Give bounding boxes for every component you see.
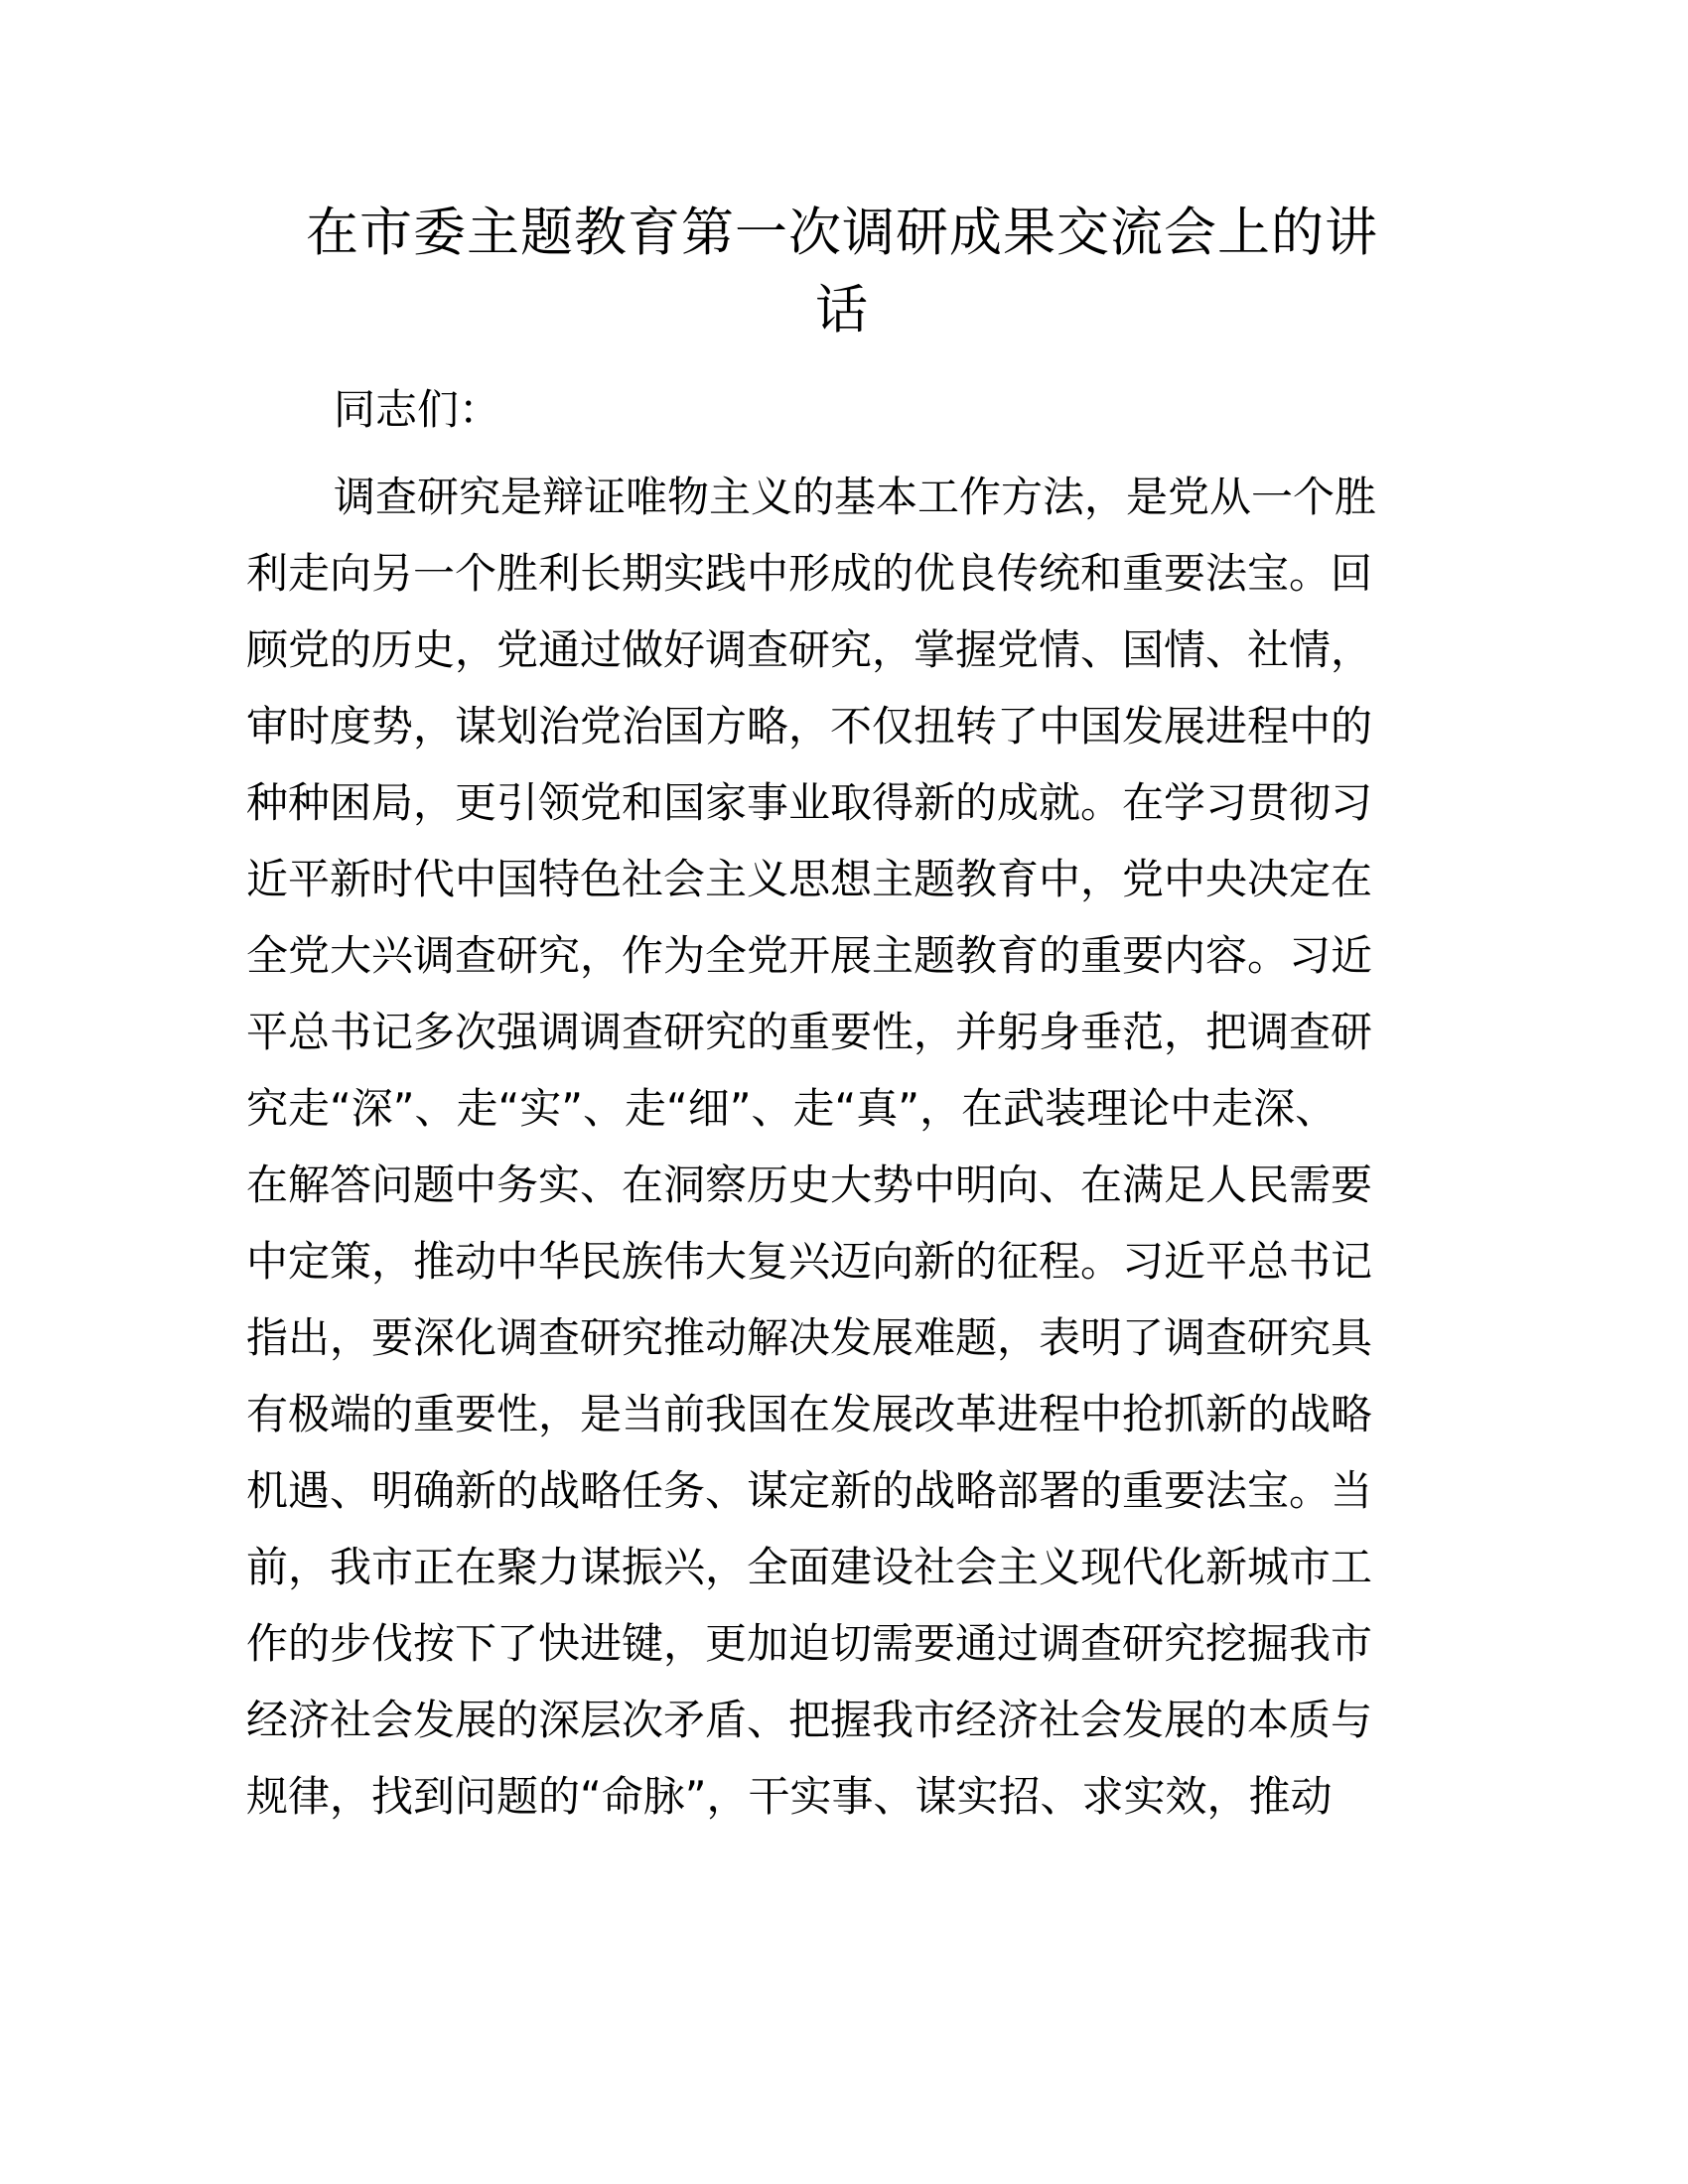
paragraph-line: 在解答问题中务实、在洞察历史大势中明向、在满足人民需要: [246, 1160, 1373, 1209]
paragraph-line: 规律，找到问题的“命脉”，干实事、谋实招、求实效，推动: [246, 1772, 1333, 1821]
paragraph-line: 有极端的重要性，是当前我国在发展改革进程中抢抓新的战略: [246, 1390, 1373, 1438]
paragraph-line: 全党大兴调查研究，作为全党开展主题教育的重要内容。习近: [246, 931, 1373, 980]
paragraph-line: 种种困局，更引领党和国家事业取得新的成就。在学习贯彻习: [246, 778, 1373, 827]
paragraph-line: 平总书记多次强调调查研究的重要性，并躬身垂范，把调查研: [246, 1008, 1373, 1056]
paragraph-line: 究走“深”、走“实”、走“细”、走“真”，在武装理论中走深、: [246, 1084, 1337, 1133]
paragraph-line: 指出，要深化调查研究推动解决发展难题，表明了调查研究具: [246, 1313, 1373, 1362]
paragraph-line: 经济社会发展的深层次矛盾、把握我市经济社会发展的本质与: [246, 1696, 1373, 1744]
document-title-line-2: 话: [815, 280, 869, 341]
salutation: 同志们：: [334, 385, 501, 434]
paragraph-line: 机遇、明确新的战略任务、谋定新的战略部署的重要法宝。当: [246, 1466, 1373, 1515]
paragraph-line: 近平新时代中国特色社会主义思想主题教育中，党中央决定在: [246, 855, 1373, 903]
document-title: [243, 195, 1441, 349]
paragraph-line: 顾党的历史，党通过做好调查研究，掌握党情、国情、社情，: [246, 625, 1373, 674]
document-title-line-1: 在市委主题教育第一次调研成果交流会上的讲: [306, 203, 1378, 263]
paragraph-line: 中定策，推动中华民族伟大复兴迈向新的征程。习近平总书记: [246, 1237, 1373, 1286]
paragraph-line: 作的步伐按下了快进键，更加迫切需要通过调查研究挖掘我市: [246, 1619, 1373, 1668]
paragraph-line: 调查研究是辩证唯物主义的基本工作方法，是党从一个胜: [334, 473, 1377, 521]
paragraph-line: 审时度势，谋划治党治国方略，不仅扭转了中国发展进程中的: [246, 702, 1373, 751]
paragraph-line: 前，我市正在聚力谋振兴，全面建设社会主义现代化新城市工: [246, 1543, 1373, 1591]
paragraph-line: 利走向另一个胜利长期实践中形成的优良传统和重要法宝。回: [246, 549, 1373, 598]
